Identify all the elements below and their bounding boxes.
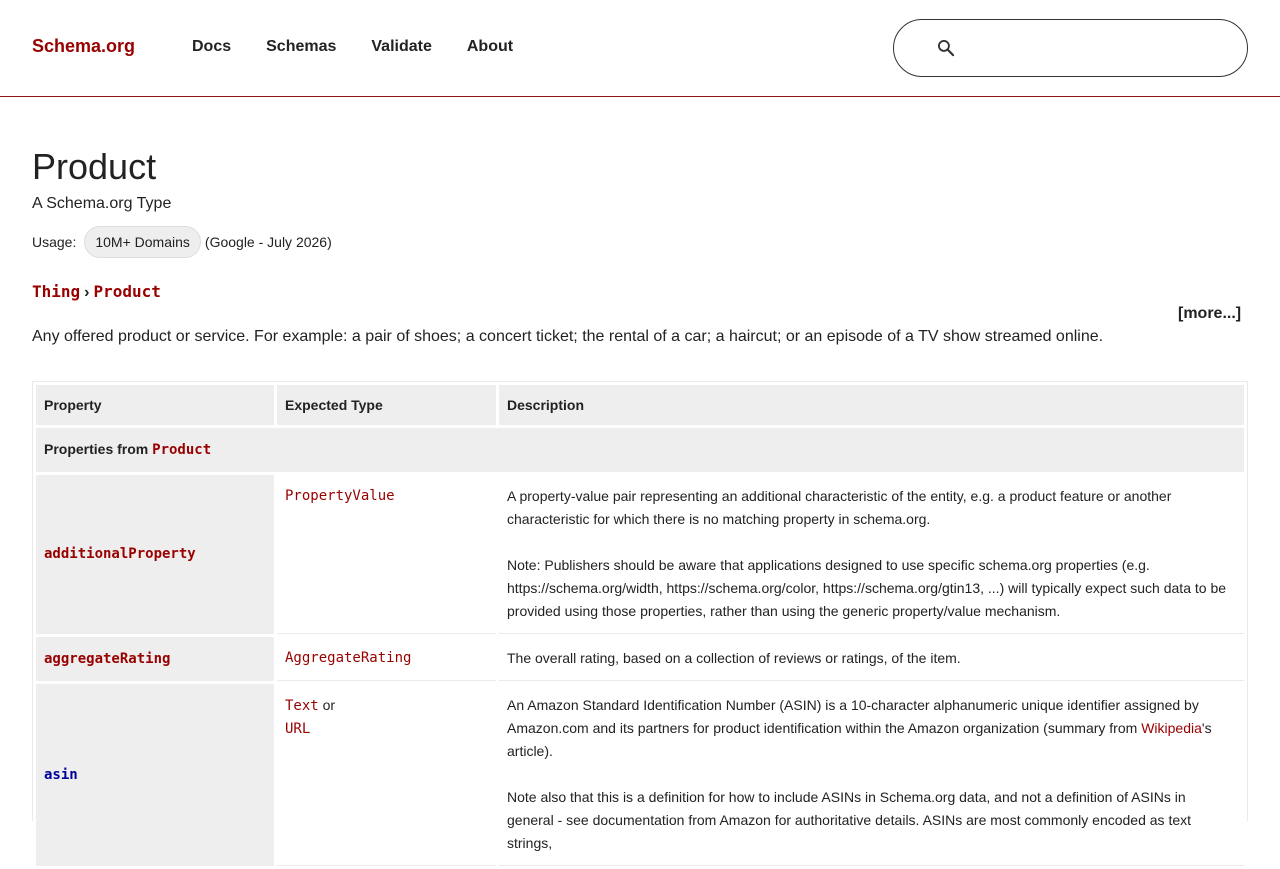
property-description — [499, 637, 1244, 681]
section-header — [36, 428, 1244, 472]
header-property: Property — [36, 385, 274, 425]
breadcrumb-thing[interactable]: Thing — [32, 282, 81, 301]
main-nav — [192, 38, 548, 56]
type-link-Text[interactable]: Text — [285, 698, 319, 714]
property-link-asin[interactable]: asin — [44, 766, 78, 783]
search-icon[interactable] — [936, 38, 956, 58]
property-name — [36, 637, 274, 681]
description-text-part: An Amazon Standard Identification Number (ASIN) is a 10-character alphanumeric unique identifier assigned by Amazon.com and its partners for product identification within the Amazon organization (summary from — [507, 697, 1199, 736]
usage-badge: 10M+ Domains — [84, 226, 201, 258]
table-row — [36, 637, 1244, 681]
description-text — [507, 694, 1236, 763]
type-link-URL[interactable]: URL — [285, 721, 311, 737]
description-text-part: 's article). — [507, 720, 1212, 759]
site-header — [0, 0, 1280, 97]
type-link-AggregateRating[interactable]: AggregateRating — [285, 650, 412, 666]
usage-label: Usage: — [32, 234, 77, 250]
site-logo[interactable]: Schema.org — [32, 36, 136, 56]
wikipedia-link[interactable]: Wikipedia — [1141, 720, 1202, 736]
search-box[interactable] — [893, 19, 1248, 77]
property-name — [36, 475, 274, 634]
nav-schemas[interactable]: Schemas — [266, 38, 337, 55]
table-header-row — [36, 385, 1244, 425]
breadcrumb-separator: › — [84, 284, 90, 301]
nav-about[interactable]: About — [466, 38, 514, 55]
header-expected-type: Expected Type — [277, 385, 496, 425]
expected-type — [277, 637, 496, 681]
description-text: The overall rating, based on a collection of reviews or ratings, of the item. — [507, 650, 961, 666]
section-type-link[interactable]: Product — [152, 442, 212, 458]
more-link[interactable]: [more...] — [1178, 305, 1242, 322]
property-name — [36, 684, 274, 866]
nav-docs[interactable]: Docs — [192, 38, 232, 55]
description-note: Note: Publishers should be aware that applications designed to use specific schema.org properties (e.g. https://schema.org/width, https://schema.org/color, https://schema.org/gtin13, ...) will typically expect such data to be provided using those properties, rather than using the generic property/value mechanism. — [507, 557, 1227, 619]
section-prefix: Properties from — [44, 441, 153, 457]
search-input[interactable] — [974, 34, 1224, 64]
property-description — [499, 684, 1244, 866]
page-title: Product — [32, 146, 157, 187]
breadcrumb-product[interactable]: Product — [93, 282, 161, 301]
property-link-aggregateRating[interactable]: aggregateRating — [44, 650, 171, 667]
usage-info — [32, 226, 332, 258]
breadcrumb — [32, 282, 161, 302]
description-note: Note also that this is a definition for how to include ASINs in Schema.org data, and not a definition of ASINs in general - see documentation from Amazon for authoritative details. ASINs are most commonly encoded as text strings, — [507, 789, 1192, 851]
properties-table — [32, 381, 1248, 851]
description-text: A property-value pair representing an additional characteristic of the entity, e.g. a product feature or another characteristic for which there is no matching property in schema.org. — [507, 488, 1172, 527]
page-subtitle: A Schema.org Type — [32, 195, 172, 212]
expected-type — [277, 475, 496, 634]
usage-source: (Google - July 2026) — [204, 234, 332, 250]
nav-validate[interactable]: Validate — [371, 38, 432, 55]
header-description: Description — [499, 385, 1244, 425]
table-row — [36, 475, 1244, 634]
type-link-PropertyValue[interactable]: PropertyValue — [285, 488, 395, 504]
or-separator: or — [318, 697, 336, 713]
property-description — [499, 475, 1244, 634]
type-description: Any offered product or service. For example: a pair of shoes; a concert ticket; the rental of a car; a haircut; or an episode of a TV show streamed online. — [32, 328, 1104, 345]
expected-type — [277, 684, 496, 866]
property-link-additionalProperty[interactable]: additionalProperty — [44, 546, 196, 562]
table-row — [36, 684, 1244, 866]
section-row — [36, 428, 1244, 472]
